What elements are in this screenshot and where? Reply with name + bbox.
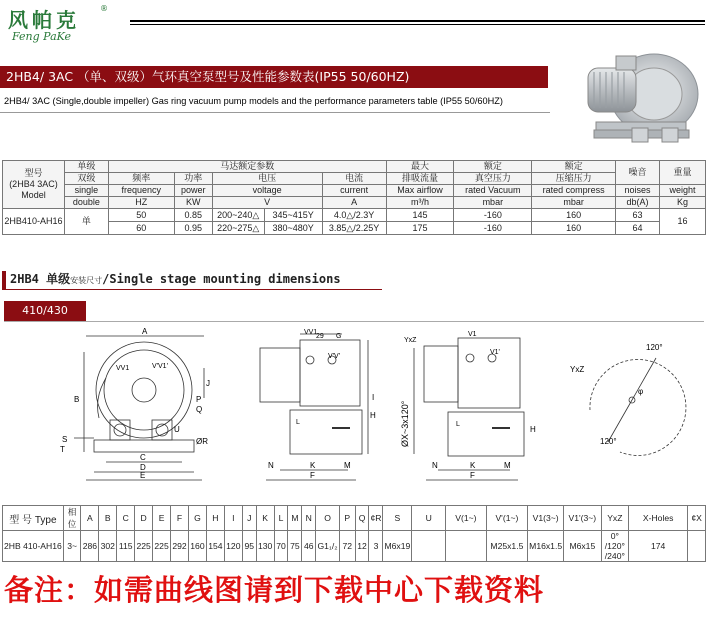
dim-cell: 174 (629, 531, 688, 562)
header-noise-en: noises (616, 185, 660, 197)
header-voltage-unit: V (212, 197, 322, 209)
label-VV1-side: VV1 (304, 329, 318, 336)
dim-header: B (99, 506, 117, 531)
dim-cell: M6x19 (383, 531, 412, 562)
header-current-cn: 电流 (322, 173, 386, 185)
dim-cell: 72 (339, 531, 355, 562)
header-vacuum-en: rated Vacuum (454, 185, 532, 197)
header-stage-double-cn: 双级 (64, 173, 108, 185)
dim-header: V(1~) (446, 506, 487, 531)
header-stage-single-cn: 单级 (64, 161, 108, 173)
dim-header: G (188, 506, 206, 531)
header-noise-unit: db(A) (616, 197, 660, 209)
dim-header: YxZ (601, 506, 629, 531)
dim-header: P (339, 506, 355, 531)
model-tab[interactable]: 410/430 (4, 301, 86, 321)
label-120-a: 120° (646, 343, 663, 352)
cell-compress: 160 (532, 222, 616, 235)
header-voltage-cn: 电压 (212, 173, 322, 185)
label-L-3: L (456, 421, 460, 428)
row-model: 2HB410-AH16 (3, 209, 65, 235)
table-row (3, 531, 706, 562)
header-stage-double-en: double (64, 197, 108, 209)
header-airflow-unit: m³/h (386, 197, 454, 209)
label-L: L (296, 419, 300, 426)
label-phi: φ (638, 387, 644, 396)
logo-chinese: 风帕克 (8, 8, 80, 32)
dim-header: Q (355, 506, 369, 531)
dim-cell-type: 2HB 410-AH16 (3, 531, 64, 562)
tab-rule (4, 321, 704, 322)
dim-header: O (316, 506, 340, 531)
dim-header: X-Holes (629, 506, 688, 531)
dim-header: D (135, 506, 153, 531)
dim-cell: 12 (355, 531, 369, 562)
cell-compress: 160 (532, 209, 616, 222)
dim-cell: 75 (288, 531, 302, 562)
side-view-3phase-drawing (398, 328, 548, 500)
dim-header: ¢R (369, 506, 383, 531)
label-M: M (344, 461, 351, 470)
logo-english: Feng PaKe (12, 30, 72, 43)
cell-voltage-y: 380~480Y (264, 222, 322, 235)
dim-cell: 225 (135, 531, 153, 562)
header-vacuum-unit: mbar (454, 197, 532, 209)
label-D: D (140, 463, 146, 472)
side-view-drawing (246, 328, 386, 500)
cell-power: 0.95 (174, 222, 212, 235)
label-E: E (140, 471, 146, 480)
dim-header: F (171, 506, 189, 531)
header-power-en: power (174, 185, 212, 197)
header-compress-2: 压缩压力 (532, 173, 616, 185)
dim-header: K (256, 506, 274, 531)
table-subtitle: 2HB4/ 3AC (Single,double impeller) Gas ring vacuum pump models and the performance parameters table (IP55 50/60HZ) (4, 96, 503, 106)
dim-cell: 130 (256, 531, 274, 562)
header-model: 型号 (2HB4 3AC) Model (3, 161, 65, 209)
label-S: S (62, 435, 68, 444)
dim-cell: M16x1.5 (528, 531, 564, 562)
label-T: T (60, 445, 65, 454)
cell-power: 0.85 (174, 209, 212, 222)
section-heading (2, 268, 382, 290)
dim-header: V'(1~) (486, 506, 528, 531)
heading-rest: /Single stage mounting dimensions (102, 272, 341, 286)
registered-mark: ® (100, 4, 108, 13)
performance-table (2, 160, 706, 235)
dim-header-type: 型 号 Type (3, 506, 64, 531)
dim-cell: 70 (274, 531, 288, 562)
label-H: H (370, 411, 376, 420)
cell-vacuum: -160 (454, 209, 532, 222)
dim-header: V1(3~) (528, 506, 564, 531)
header-motor: 马达额定参数 (108, 161, 386, 173)
label-A: A (142, 328, 148, 336)
cell-noise: 63 (616, 209, 660, 222)
label-B: B (74, 395, 80, 404)
header-rule (130, 20, 705, 22)
cell-airflow: 175 (386, 222, 454, 235)
dim-cell: M25x1.5 (486, 531, 528, 562)
cell-noise: 64 (616, 222, 660, 235)
dimension-header-row (3, 506, 706, 531)
subtitle-rule (0, 112, 550, 113)
dim-header: ¢X (688, 506, 706, 531)
header-airflow-en: Max airflow (386, 185, 454, 197)
label-29: 29 (316, 333, 324, 340)
label-Q: Q (196, 405, 203, 414)
header-vacuum-1: 额定 (454, 161, 532, 173)
cell-vacuum: -160 (454, 222, 532, 235)
dim-header: M (288, 506, 302, 531)
heading-bold: 2HB4 单级 (10, 272, 71, 286)
dim-cell (688, 531, 706, 562)
header-airflow-1: 最大 (386, 161, 454, 173)
dim-cell: G1₁/₂ (316, 531, 340, 562)
dim-cell: 302 (99, 531, 117, 562)
header-weight-en: weight (660, 185, 706, 197)
header-power-unit: KW (174, 197, 212, 209)
label-YxZ: YxZ (570, 365, 585, 374)
label-V1p-side: V1' (490, 349, 500, 356)
cell-current: 3.85△/2.25Y (322, 222, 386, 235)
dim-cell: 3~ (63, 531, 81, 562)
dim-header: C (117, 506, 135, 531)
header-voltage-en: voltage (212, 185, 322, 197)
dim-cell: 3 (369, 531, 383, 562)
label-I: I (372, 393, 375, 402)
dim-header: J (242, 506, 256, 531)
header-compress-unit: mbar (532, 197, 616, 209)
dim-cell: 292 (171, 531, 189, 562)
label-J: J (206, 379, 210, 388)
label-N-3: N (432, 461, 438, 470)
dim-cell (412, 531, 446, 562)
header-freq-unit: HZ (108, 197, 174, 209)
header-compress-1: 额定 (532, 161, 616, 173)
dim-header: L (274, 506, 288, 531)
dim-cell: 120 (224, 531, 242, 562)
dim-cell: 0° /120° /240° (601, 531, 629, 562)
header-airflow-2: 排吸流量 (386, 173, 454, 185)
label-120-b: 120° (600, 437, 617, 446)
label-N: N (268, 461, 274, 470)
header-stage-single-en: single (64, 185, 108, 197)
pump-product-image (566, 46, 706, 151)
label-K-3: K (470, 461, 476, 470)
dim-header: A (81, 506, 99, 531)
dim-cell (446, 531, 487, 562)
brand-logo (6, 4, 126, 50)
dim-cell: 286 (81, 531, 99, 562)
label-YxZ-side: YxZ (404, 337, 417, 344)
label-V1-side: V1 (468, 331, 477, 338)
label-F-3: F (470, 471, 475, 480)
header-vacuum-2: 真空压力 (454, 173, 532, 185)
dim-cell: 115 (117, 531, 135, 562)
dim-header: N (302, 506, 316, 531)
cell-freq: 50 (108, 209, 174, 222)
dim-header: V1'(3~) (564, 506, 601, 531)
label-G: G (336, 333, 342, 340)
label-K: K (310, 461, 316, 470)
dim-cell: M6x15 (564, 531, 601, 562)
dim-header-phase: 相位 (63, 506, 81, 531)
label-H-3: H (530, 425, 536, 434)
cell-freq: 60 (108, 222, 174, 235)
header-noise-cn: 噪音 (616, 161, 660, 185)
dim-cell: 46 (302, 531, 316, 562)
dim-header: S (383, 506, 412, 531)
cell-voltage-delta: 220~275△ (212, 222, 264, 235)
header-current-en: current (322, 185, 386, 197)
dimension-table (2, 505, 706, 562)
cell-airflow: 145 (386, 209, 454, 222)
table-row (3, 209, 706, 222)
label-xholes: ØX~3x120° (400, 400, 410, 447)
label-P: P (196, 395, 202, 404)
dim-header: E (153, 506, 171, 531)
table-title: 2HB4/ 3AC （单、双级）气环真空泵型号及性能参数表(IP55 50/60HZ) (0, 66, 548, 88)
label-F: F (310, 471, 315, 480)
header-weight-unit: Kg (660, 197, 706, 209)
label-V1V1: V'V1' (152, 363, 168, 370)
header-freq-cn: 频率 (108, 173, 174, 185)
dim-cell: 95 (242, 531, 256, 562)
dim-cell: 225 (153, 531, 171, 562)
header-power-cn: 功率 (174, 173, 212, 185)
label-M-3: M (504, 461, 511, 470)
dim-cell: 154 (206, 531, 224, 562)
dim-header: I (224, 506, 242, 531)
label-R: ØR (196, 437, 208, 446)
label-VV1: VV1 (116, 365, 130, 372)
header-weight-cn: 重量 (660, 161, 706, 185)
dim-header: U (412, 506, 446, 531)
label-C: C (140, 453, 146, 462)
header-current-unit: A (322, 197, 386, 209)
label-U: U (174, 425, 180, 434)
row-stage: 单 (64, 209, 108, 235)
cell-current: 4.0△/2.3Y (322, 209, 386, 222)
dim-cell: 160 (188, 531, 206, 562)
header-compress-en: rated compress (532, 185, 616, 197)
table-row (3, 222, 706, 235)
dim-header: H (206, 506, 224, 531)
front-view-drawing (54, 328, 224, 500)
heading-small: 安装尺寸 (70, 276, 103, 285)
flange-hole-drawing (560, 328, 706, 478)
cell-weight: 16 (660, 209, 706, 235)
label-VpVp: V'V' (328, 353, 341, 360)
cell-voltage-delta: 200~240△ (212, 209, 264, 222)
header-rule-thin (130, 24, 705, 25)
cell-voltage-y: 345~415Y (264, 209, 322, 222)
footer-note: 备注：如需曲线图请到下载中心下载资料 (4, 573, 545, 607)
header-freq-en: frequency (108, 185, 174, 197)
heading-accent (2, 271, 6, 289)
